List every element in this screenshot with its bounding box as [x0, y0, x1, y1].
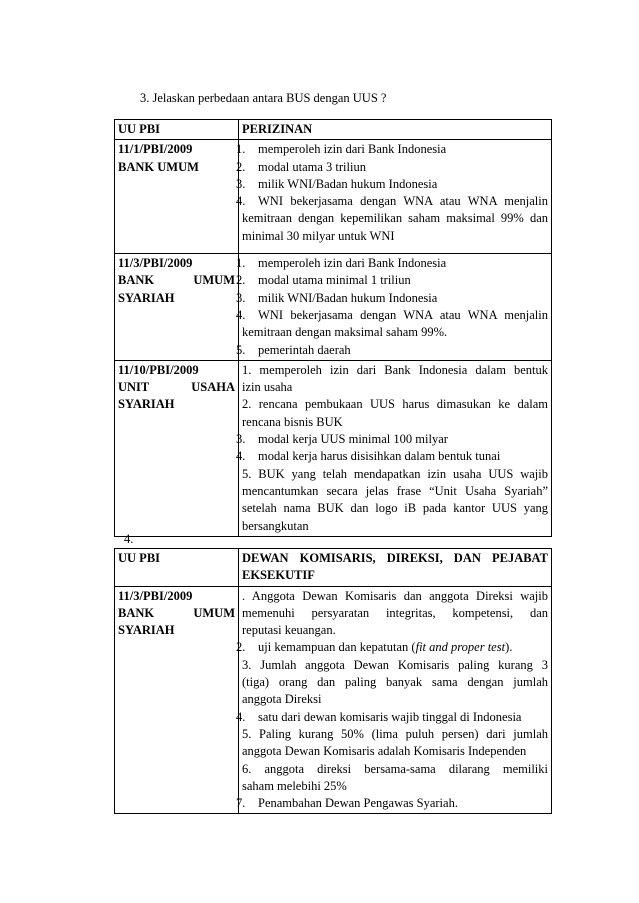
list-item: 5. pemerintah daerah [236, 342, 351, 357]
header-line: EKSEKUTIF [242, 568, 315, 583]
requirements-cell [236, 254, 552, 361]
list-item: 4. satu dari dewan komisaris wajib tinggal di Indonesia [236, 709, 522, 724]
requirements-cell [236, 140, 552, 254]
bank-type: UNIT USAHA [118, 380, 235, 395]
list-item: 6. anggota direksi bersama-sama dilarang memiliki [242, 761, 548, 776]
table-row [115, 254, 552, 361]
list-item: 4. modal kerja harus disisihkan dalam bentuk tunai [236, 449, 501, 464]
list-item: 2. modal utama minimal 1 triliun [236, 273, 411, 288]
list-item: 3. milik WNI/Badan hukum Indonesia [236, 290, 438, 305]
table-perizinan [114, 119, 552, 537]
list-item: . Anggota Dewan Komisaris dan anggota Direksi wajib [242, 588, 548, 603]
list-item: 3. milik WNI/Badan hukum Indonesia [236, 176, 438, 191]
bank-type: SYARIAH [118, 623, 175, 638]
list-item-continuation: mencantumkan secara jelas frase “Unit Usaha Syariah” [242, 483, 548, 498]
header-perizinan: PERIZINAN [239, 120, 552, 140]
header-uu-pbi: UU PBI [115, 549, 239, 587]
list-item: 2. uji kemampuan dan kepatutan (fit and proper test). [236, 640, 513, 655]
list-item-continuation: saham melebihi 25% [242, 778, 347, 793]
list-item-continuation: kemitraan dengan kepemilikan saham maksimal 99% dan [242, 211, 548, 226]
regulation-number: 11/3/PBI/2009 [118, 256, 193, 271]
list-item-continuation: reputasi keuangan. [242, 623, 336, 638]
list-item-continuation: rencana bisnis BUK [242, 414, 343, 429]
header-uu-pbi: UU PBI [115, 120, 239, 140]
list-item: 2. rencana pembukaan UUS harus dimasukan ke dalam [242, 397, 548, 412]
list-item-continuation: setelah nama BUK dan logo iB pada kantor UUS yang [242, 501, 548, 516]
table-header-row [115, 549, 552, 587]
bank-type: BANK UMUM [118, 605, 235, 620]
table-dewan-komisaris [114, 548, 552, 814]
list-item: 1. memperoleh izin dari Bank Indonesia [236, 142, 447, 157]
list-item-continuation: kemitraan dengan maksimal saham 99%. [242, 325, 448, 340]
header-line: DEWAN KOMISARIS, DIREKSI, DAN PEJABAT [242, 551, 548, 565]
list-item: 3. Jumlah anggota Dewan Komisaris paling kurang 3 [242, 657, 548, 672]
list-item-continuation: anggota Direksi [242, 692, 322, 707]
table-row [115, 586, 552, 814]
requirements-cell [236, 360, 552, 536]
regulation-cell [115, 140, 239, 254]
list-item: 7. Penambahan Dewan Pengawas Syariah. [236, 796, 458, 811]
list-item: 4. WNI bekerjasama dengan WNA atau WNA menjalin [236, 194, 548, 209]
bank-type: BANK UMUM [118, 159, 199, 174]
table-row [115, 140, 552, 254]
question-4: 4. [124, 532, 134, 546]
list-item: 4. WNI bekerjasama dengan WNA atau WNA menjalin [236, 307, 548, 322]
regulation-cell [115, 360, 239, 536]
list-item-continuation: minimal 30 milyar untuk WNI [242, 228, 395, 243]
question-3: 3. Jelaskan perbedaan antara BUS dengan UUS ? [140, 91, 387, 105]
list-item-continuation: (tiga) orang dan paling banyak sama dengan jumlah [242, 675, 548, 690]
list-item: 1. memperoleh izin dari Bank Indonesia [236, 256, 447, 271]
list-item: 5. BUK yang telah mendapatkan izin usaha UUS wajib [242, 466, 548, 481]
list-item-continuation: izin usaha [242, 380, 293, 395]
requirements-cell [236, 586, 552, 814]
list-item: 1. memperoleh izin dari Bank Indonesia dalam bentuk [242, 362, 548, 377]
regulation-number: 11/1/PBI/2009 [118, 142, 193, 157]
regulation-number: 11/3/PBI/2009 [118, 588, 193, 603]
list-item-continuation: memenuhi persyaratan integritas, kompetensi, dan [242, 605, 548, 620]
table-row [115, 360, 552, 536]
list-item-continuation: anggota Dewan Komisaris adalah Komisaris Independen [242, 744, 527, 759]
bank-type: SYARIAH [118, 290, 175, 305]
bank-type: SYARIAH [118, 397, 175, 412]
list-item: 3. modal kerja UUS minimal 100 milyar [236, 432, 448, 447]
list-item: 5. Paling kurang 50% (lima puluh persen) dari jumlah [242, 726, 548, 741]
regulation-cell [115, 586, 239, 814]
regulation-cell [115, 254, 239, 361]
bank-type: BANK UMUM [118, 273, 235, 288]
header-dewan-komisaris [239, 549, 552, 587]
regulation-number: 11/10/PBI/2009 [118, 362, 199, 377]
table-header-row [115, 120, 552, 140]
list-item-continuation: bersangkutan [242, 518, 309, 533]
list-item: 2. modal utama 3 triliun [236, 159, 366, 174]
